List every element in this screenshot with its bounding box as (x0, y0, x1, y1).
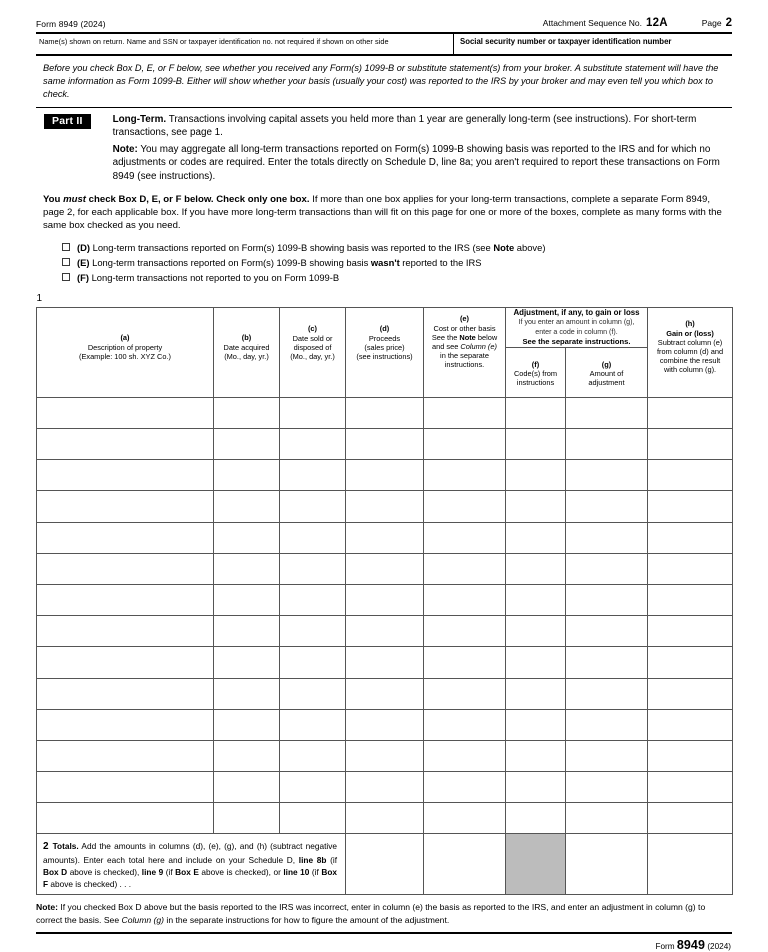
totals-t2: (if (326, 854, 338, 865)
column-e-line2a: See the (431, 332, 460, 342)
long-term-heading-rest: Transactions involving capital assets you held more than 1 year are generally long-term (see instructions). For short-term transactions, see page 1. (112, 113, 697, 139)
identification-band (36, 34, 732, 56)
note-label: Note: (112, 143, 138, 155)
cell-f[interactable] (506, 522, 566, 553)
column-b-line1: Date acquired (223, 342, 270, 352)
cell-c[interactable] (280, 678, 346, 709)
table-row[interactable] (37, 740, 733, 771)
table-row[interactable] (37, 553, 733, 584)
column-e-note: Note (459, 332, 476, 342)
cell-c[interactable] (280, 647, 346, 678)
page-number (702, 17, 732, 29)
part-two-body (113, 113, 732, 184)
cell-f[interactable] (506, 491, 566, 522)
cell-b[interactable] (214, 803, 280, 834)
table-row[interactable] (37, 460, 733, 491)
totals-t7: above is checked) . . . (48, 879, 132, 890)
cell-e[interactable] (424, 584, 506, 615)
column-d-line1: Proceeds (368, 333, 401, 343)
cell-h[interactable] (648, 616, 733, 647)
cell-f[interactable] (506, 553, 566, 584)
column-header-b (214, 308, 280, 397)
column-h-label: (h) (685, 319, 695, 329)
cell-d[interactable] (346, 460, 424, 491)
column-header-f (506, 347, 566, 397)
cell-a[interactable] (37, 522, 214, 553)
column-h-line1: Gain or (loss) (666, 328, 714, 338)
cell-b[interactable] (214, 740, 280, 771)
must-check-bold-rest: check Box D, E, or F below. Check only one box. (86, 193, 310, 205)
cell-h[interactable] (648, 522, 733, 553)
totals-t4: (if (163, 866, 176, 877)
line-1-row (37, 293, 733, 308)
cell-a[interactable] (37, 678, 214, 709)
checkbox-row-f[interactable] (62, 270, 732, 285)
cell-c[interactable] (280, 709, 346, 740)
column-e-column-ref: Column (e) (460, 342, 497, 352)
cell-h[interactable] (648, 709, 733, 740)
cell-h[interactable] (648, 491, 733, 522)
cell-d[interactable] (346, 647, 424, 678)
footer-form-label: Form (655, 942, 675, 952)
attachment-sequence-label: Attachment Sequence No. (542, 18, 643, 28)
totals-cell-h[interactable] (648, 834, 733, 895)
column-d-line3: (see instructions) (356, 352, 413, 362)
box-selection-list (36, 232, 732, 293)
cell-e[interactable] (424, 429, 506, 460)
checkbox-f-text (77, 270, 339, 285)
must-check-body: If more than one box applies for your long-term transactions, complete a separate Form 8949, page 2, for each applicable box. If you have more long-term transactions than will fit on this page for one or more of the boxes, complete as many forms with the same box checked as you need. (43, 193, 722, 232)
totals-label: Totals. (52, 841, 79, 852)
cell-f[interactable] (506, 616, 566, 647)
column-g-line2: adjustment (588, 378, 625, 388)
table-row[interactable] (37, 803, 733, 834)
footer-note-label: Note: (36, 902, 58, 913)
column-header-d (346, 308, 424, 397)
cell-h[interactable] (648, 397, 733, 428)
cell-e[interactable] (424, 491, 506, 522)
cell-b[interactable] (214, 397, 280, 428)
column-h-line2: Subtract column (e) (657, 337, 723, 347)
column-e-line1: Cost or other basis (433, 323, 496, 333)
totals-t3: above is checked), (67, 866, 142, 877)
column-f-line2: instructions (516, 378, 555, 388)
cell-e[interactable] (424, 740, 506, 771)
column-e-line3a: and see (432, 342, 461, 352)
column-header-e (424, 308, 506, 397)
cell-h[interactable] (648, 678, 733, 709)
checkbox-d-before: Long-term transactions reported on Form(s) 1099-B showing basis was reported to the IRS (see (90, 242, 494, 254)
cell-a[interactable] (37, 740, 214, 771)
attachment-sequence (543, 17, 668, 29)
cell-h[interactable] (648, 429, 733, 460)
cell-g[interactable] (566, 553, 648, 584)
column-h-line4: combine the result (659, 356, 721, 366)
cell-h[interactable] (648, 647, 733, 678)
cell-e[interactable] (424, 772, 506, 803)
cell-e[interactable] (424, 647, 506, 678)
cell-c[interactable] (280, 803, 346, 834)
long-term-heading: Long-Term. (112, 113, 167, 125)
cell-d[interactable] (346, 803, 424, 834)
cell-g[interactable] (566, 709, 648, 740)
form-identifier: Form 8949 (2024) (36, 19, 106, 29)
totals-instruction-text (37, 834, 345, 894)
long-term-paragraph (113, 113, 732, 140)
column-e-label: (e) (459, 314, 470, 324)
totals-b4: Box E (175, 866, 199, 877)
cell-b[interactable] (214, 522, 280, 553)
cell-e[interactable] (424, 709, 506, 740)
cell-b[interactable] (214, 553, 280, 584)
totals-t5: above is checked), or (198, 866, 284, 877)
cell-g[interactable] (566, 491, 648, 522)
cell-b[interactable] (214, 709, 280, 740)
checkbox-e-text (77, 255, 482, 270)
cell-h[interactable] (648, 772, 733, 803)
cell-f[interactable] (506, 740, 566, 771)
must-check-lead: You (43, 193, 64, 205)
column-header-h (648, 308, 733, 397)
transactions-table (36, 293, 733, 895)
header-right-group (543, 17, 732, 29)
totals-cell-f-shaded (506, 834, 566, 895)
totals-b6: Box F (43, 866, 338, 890)
cell-b[interactable] (214, 647, 280, 678)
column-f-line1: Code(s) from (513, 369, 558, 379)
column-f-label: (f) (531, 359, 540, 369)
cell-g[interactable] (566, 584, 648, 615)
cell-f[interactable] (506, 429, 566, 460)
cell-d[interactable] (346, 491, 424, 522)
totals-b5: line 10 (283, 866, 310, 877)
intro-paragraph: Before you check Box D, E, or F below, see whether you received any Form(s) 1099-B or substitute statement(s) from your broker. A substitute statement will have the same information as Form 1099-B. Either will show whether your basis (usually your cost) was reported to the IRS by your broker and may even tell you which box to check. (43, 63, 719, 100)
column-c-line1: Date sold or (292, 333, 333, 343)
table-row[interactable] (37, 429, 733, 460)
table-row[interactable] (37, 616, 733, 647)
checkbox-row-d[interactable] (62, 240, 732, 255)
table-row[interactable] (37, 584, 733, 615)
cell-a[interactable] (37, 460, 214, 491)
cell-h[interactable] (648, 740, 733, 771)
cell-e[interactable] (424, 803, 506, 834)
cell-a[interactable] (37, 772, 214, 803)
footer-form-year: (2024) (707, 942, 731, 952)
column-d-line2: (sales price) (364, 342, 405, 352)
cell-a[interactable] (37, 584, 214, 615)
column-header-g (566, 347, 648, 397)
cell-c[interactable] (280, 522, 346, 553)
cell-c[interactable] (280, 553, 346, 584)
cell-f[interactable] (506, 678, 566, 709)
checkbox-d-boldword: Note (493, 242, 515, 254)
cell-d[interactable] (346, 678, 424, 709)
column-h-line3: from column (d) and (656, 347, 724, 357)
must-check-paragraph (36, 184, 732, 233)
cell-b[interactable] (214, 584, 280, 615)
cell-h[interactable] (648, 553, 733, 584)
totals-cell-e[interactable] (424, 834, 506, 895)
footer-form-number: 8949 (676, 938, 706, 952)
cell-b[interactable] (214, 678, 280, 709)
footer-note-text1: If you checked Box D above but the basis reported to the IRS was incorrect, enter in column (e) the basis as reported to the IRS, and enter an adjustment in column (g) to correct the basis. See (36, 902, 706, 925)
cell-d[interactable] (346, 429, 424, 460)
note-text: You may aggregate all long-term transactions reported on Form(s) 1099-B showing basis was reported to the IRS and for which no adjustments or codes are required. Enter the totals directly on Schedule D, line 8a; you aren't required to report these transactions on Form 8949 (see instructions). (112, 143, 720, 182)
cell-a[interactable] (37, 616, 214, 647)
cell-a[interactable] (37, 553, 214, 584)
cell-g[interactable] (566, 616, 648, 647)
page-number-value: 2 (725, 17, 732, 29)
totals-b2: Box D (43, 866, 68, 877)
cell-b[interactable] (214, 491, 280, 522)
totals-b3: line 9 (141, 866, 164, 877)
cell-h[interactable] (648, 460, 733, 491)
cell-e[interactable] (424, 397, 506, 428)
column-a-line2: (Example: 100 sh. XYZ Co.) (78, 351, 171, 361)
column-c-line2: disposed of (293, 342, 332, 352)
name-field[interactable] (36, 34, 454, 54)
cell-c[interactable] (280, 429, 346, 460)
column-d-label: (d) (379, 324, 390, 334)
cell-f[interactable] (506, 803, 566, 834)
totals-cell-g[interactable] (566, 834, 648, 895)
column-e-line2c: below (475, 332, 498, 342)
cell-c[interactable] (280, 584, 346, 615)
footer-form-identifier (36, 934, 732, 952)
checkbox-e-before: Long-term transactions reported on Form(s) 1099-B showing basis (89, 257, 371, 269)
cell-a[interactable] (37, 647, 214, 678)
column-header-a (37, 308, 214, 397)
cell-e[interactable] (424, 460, 506, 491)
adjustment-title: Adjustment, if any, to gain or loss (513, 308, 640, 318)
checkbox-d-after: above) (514, 242, 546, 254)
cell-b[interactable] (214, 772, 280, 803)
column-header-c (280, 308, 346, 397)
cell-g[interactable] (566, 772, 648, 803)
cell-a[interactable] (37, 429, 214, 460)
footer-note-text2: in the separate instructions for how to figure the amount of the adjustment. (164, 914, 450, 925)
cell-d[interactable] (346, 616, 424, 647)
footer-note-column-ref: Column (g) (121, 914, 165, 925)
cell-g[interactable] (566, 678, 648, 709)
attachment-sequence-value: 12A (646, 17, 668, 29)
checkbox-d-text (77, 240, 545, 255)
cell-a[interactable] (37, 709, 214, 740)
cell-c[interactable] (280, 740, 346, 771)
cell-a[interactable] (37, 397, 214, 428)
ssn-field-label: Social security number or taxpayer identification number (460, 37, 672, 46)
cell-f[interactable] (506, 647, 566, 678)
line-1-number: 1 (36, 293, 43, 305)
checkbox-row-e[interactable] (62, 255, 732, 270)
cell-a[interactable] (37, 491, 214, 522)
cell-e[interactable] (424, 553, 506, 584)
table-row[interactable] (37, 678, 733, 709)
page-number-label: Page (701, 18, 722, 28)
checkbox-d-letter: (D) (77, 242, 91, 254)
cell-h[interactable] (648, 584, 733, 615)
checkbox-e-boldword: wasn't (370, 257, 400, 269)
table-row[interactable] (37, 647, 733, 678)
cell-g[interactable] (566, 803, 648, 834)
cell-e[interactable] (424, 522, 506, 553)
table-header-row-top (37, 308, 733, 347)
table-row[interactable] (37, 491, 733, 522)
cell-d[interactable] (346, 740, 424, 771)
cell-d[interactable] (346, 772, 424, 803)
table-row[interactable] (37, 522, 733, 553)
cell-d[interactable] (346, 709, 424, 740)
part-two-note (113, 143, 732, 184)
column-c-label: (c) (307, 324, 318, 334)
checkbox-f-letter: (F) (77, 272, 89, 284)
totals-instruction-cell (37, 834, 346, 895)
cell-c[interactable] (280, 460, 346, 491)
column-h-line5: with column (g). (663, 365, 717, 375)
cell-f[interactable] (506, 709, 566, 740)
cell-f[interactable] (506, 584, 566, 615)
column-e-line5: instructions. (444, 360, 485, 370)
column-b-label: (b) (241, 333, 252, 343)
cell-h[interactable] (648, 803, 733, 834)
column-g-label: (g) (601, 359, 612, 369)
must-check-must: must (63, 193, 86, 205)
checkbox-e[interactable] (62, 258, 70, 266)
totals-t1: Add the amounts in columns (d), (e), (g), and (h) (subtract negative amounts). Enter each total here and include on your Schedule D, (43, 841, 337, 865)
column-b-line2: (Mo., day, yr.) (224, 351, 269, 361)
checkbox-f[interactable] (62, 273, 70, 281)
part-two-tag: Part II (44, 114, 91, 130)
name-field-label: Name(s) shown on return. Name and SSN or taxpayer identification no. not required if shown on other side (39, 37, 389, 46)
cell-c[interactable] (280, 397, 346, 428)
table-row[interactable] (37, 709, 733, 740)
cell-g[interactable] (566, 397, 648, 428)
column-e-line4: in the separate (440, 351, 489, 361)
cell-b[interactable] (214, 460, 280, 491)
checkbox-d[interactable] (62, 243, 70, 251)
cell-c[interactable] (280, 772, 346, 803)
cell-g[interactable] (566, 522, 648, 553)
table-row[interactable] (37, 397, 733, 428)
cell-g[interactable] (566, 429, 648, 460)
checkbox-e-after: reported to the IRS (399, 257, 482, 269)
cell-f[interactable] (506, 397, 566, 428)
totals-cell-d[interactable] (346, 834, 424, 895)
column-a-label: (a) (120, 333, 130, 343)
cell-d[interactable] (346, 584, 424, 615)
cell-d[interactable] (346, 522, 424, 553)
cell-e[interactable] (424, 616, 506, 647)
cell-b[interactable] (214, 616, 280, 647)
totals-t6: (if (309, 866, 322, 877)
totals-line-number: 2 (43, 841, 49, 853)
cell-f[interactable] (506, 460, 566, 491)
totals-b1: line 8b (298, 854, 327, 865)
cell-c[interactable] (280, 491, 346, 522)
cell-e[interactable] (424, 678, 506, 709)
adjustment-sub1: If you enter an amount in column (g), (518, 318, 635, 327)
totals-row (37, 834, 733, 895)
cell-a[interactable] (37, 803, 214, 834)
cell-d[interactable] (346, 397, 424, 428)
part-two-section (36, 108, 732, 184)
cell-c[interactable] (280, 616, 346, 647)
adjustment-sub3: See the separate instructions. (522, 337, 631, 347)
cell-d[interactable] (346, 553, 424, 584)
column-a-line1: Description of property (87, 342, 163, 352)
adjustment-group-header (506, 308, 648, 347)
ssn-field[interactable] (454, 34, 732, 54)
cell-g[interactable] (566, 647, 648, 678)
cell-g[interactable] (566, 460, 648, 491)
footer-note (36, 895, 732, 931)
checkbox-f-before: Long-term transactions not reported to you on Form 1099-B (88, 272, 340, 284)
cell-f[interactable] (506, 772, 566, 803)
checkbox-e-letter: (E) (77, 257, 90, 269)
page-header (36, 0, 732, 29)
cell-g[interactable] (566, 740, 648, 771)
table-row[interactable] (37, 772, 733, 803)
cell-b[interactable] (214, 429, 280, 460)
column-g-line1: Amount of (589, 369, 624, 379)
column-c-line3: (Mo., day, yr.) (290, 352, 335, 362)
adjustment-sub2: enter a code in column (f). (535, 327, 618, 336)
